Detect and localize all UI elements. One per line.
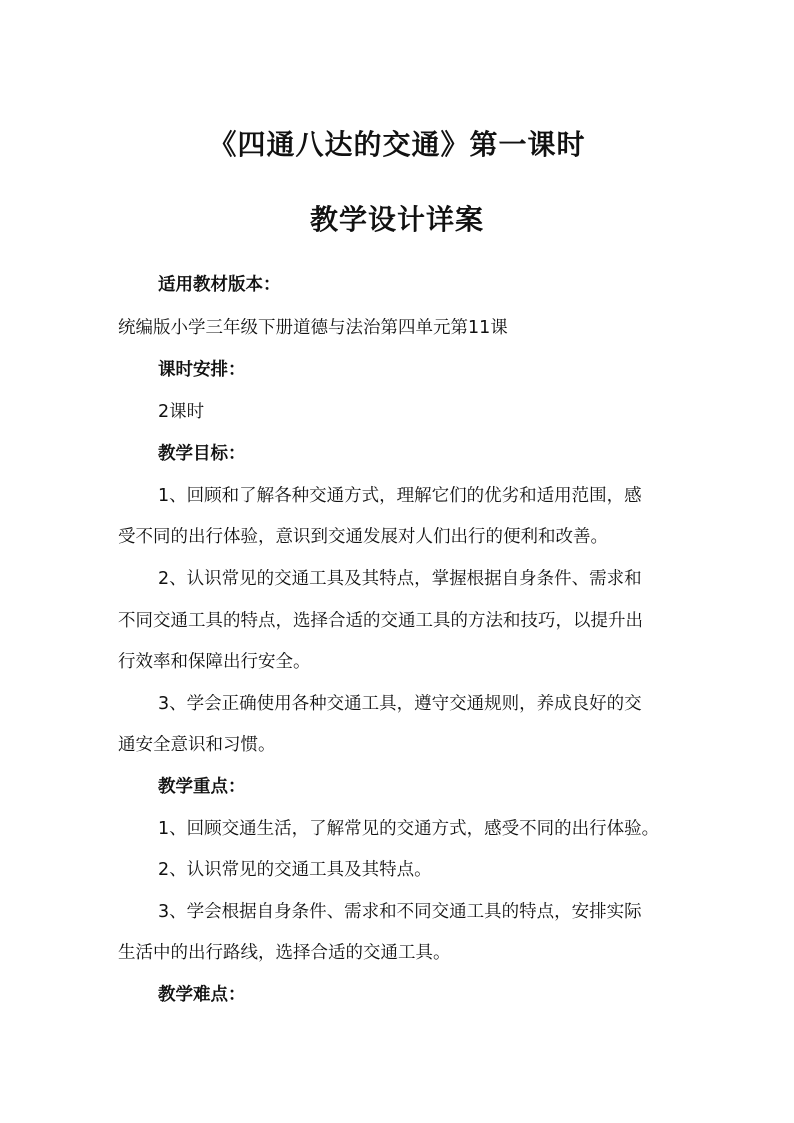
key-point-3-line2: 生活中的出行路线，选择合适的交通工具。 [118, 943, 451, 963]
key-point-1: 1、回顾交通生活，了解常见的交通方式，感受不同的出行体验。 [158, 819, 660, 839]
document-title-line2: 教学设计详案 [309, 203, 484, 236]
schedule-value: 2课时 [158, 402, 205, 422]
key-points-heading: 教学重点： [158, 777, 246, 797]
textbook-heading: 适用教材版本： [158, 275, 281, 295]
objective-3-line1: 3、学会正确使用各种交通工具，遵守交通规则，养成良好的交 [158, 694, 642, 714]
objective-2-line2: 不同交通工具的特点，选择合适的交通工具的方法和技巧，以提升出 [118, 611, 643, 631]
key-point-2: 2、认识常见的交通工具及其特点。 [158, 860, 432, 880]
objective-3-line2: 通安全意识和习惯。 [118, 735, 276, 755]
schedule-heading: 课时安排： [158, 360, 246, 380]
objective-1-line1: 1、回顾和了解各种交通方式，理解它们的优劣和适用范围，感 [158, 486, 642, 506]
objective-2-line3: 行效率和保障出行安全。 [118, 652, 311, 672]
objective-2-line1: 2、认识常见的交通工具及其特点，掌握根据自身条件、需求和 [158, 569, 642, 589]
difficulties-heading: 教学难点： [158, 985, 246, 1005]
objectives-heading: 教学目标： [158, 444, 246, 464]
document-title-line1: 《四通八达的交通》第一课时 [208, 128, 586, 161]
textbook-value: 统编版小学三年级下册道德与法治第四单元第11课 [118, 318, 508, 338]
objective-1-line2: 受不同的出行体验，意识到交通发展对人们出行的便利和改善。 [118, 527, 608, 547]
key-point-3-line1: 3、学会根据自身条件、需求和不同交通工具的特点，安排实际 [158, 902, 642, 922]
